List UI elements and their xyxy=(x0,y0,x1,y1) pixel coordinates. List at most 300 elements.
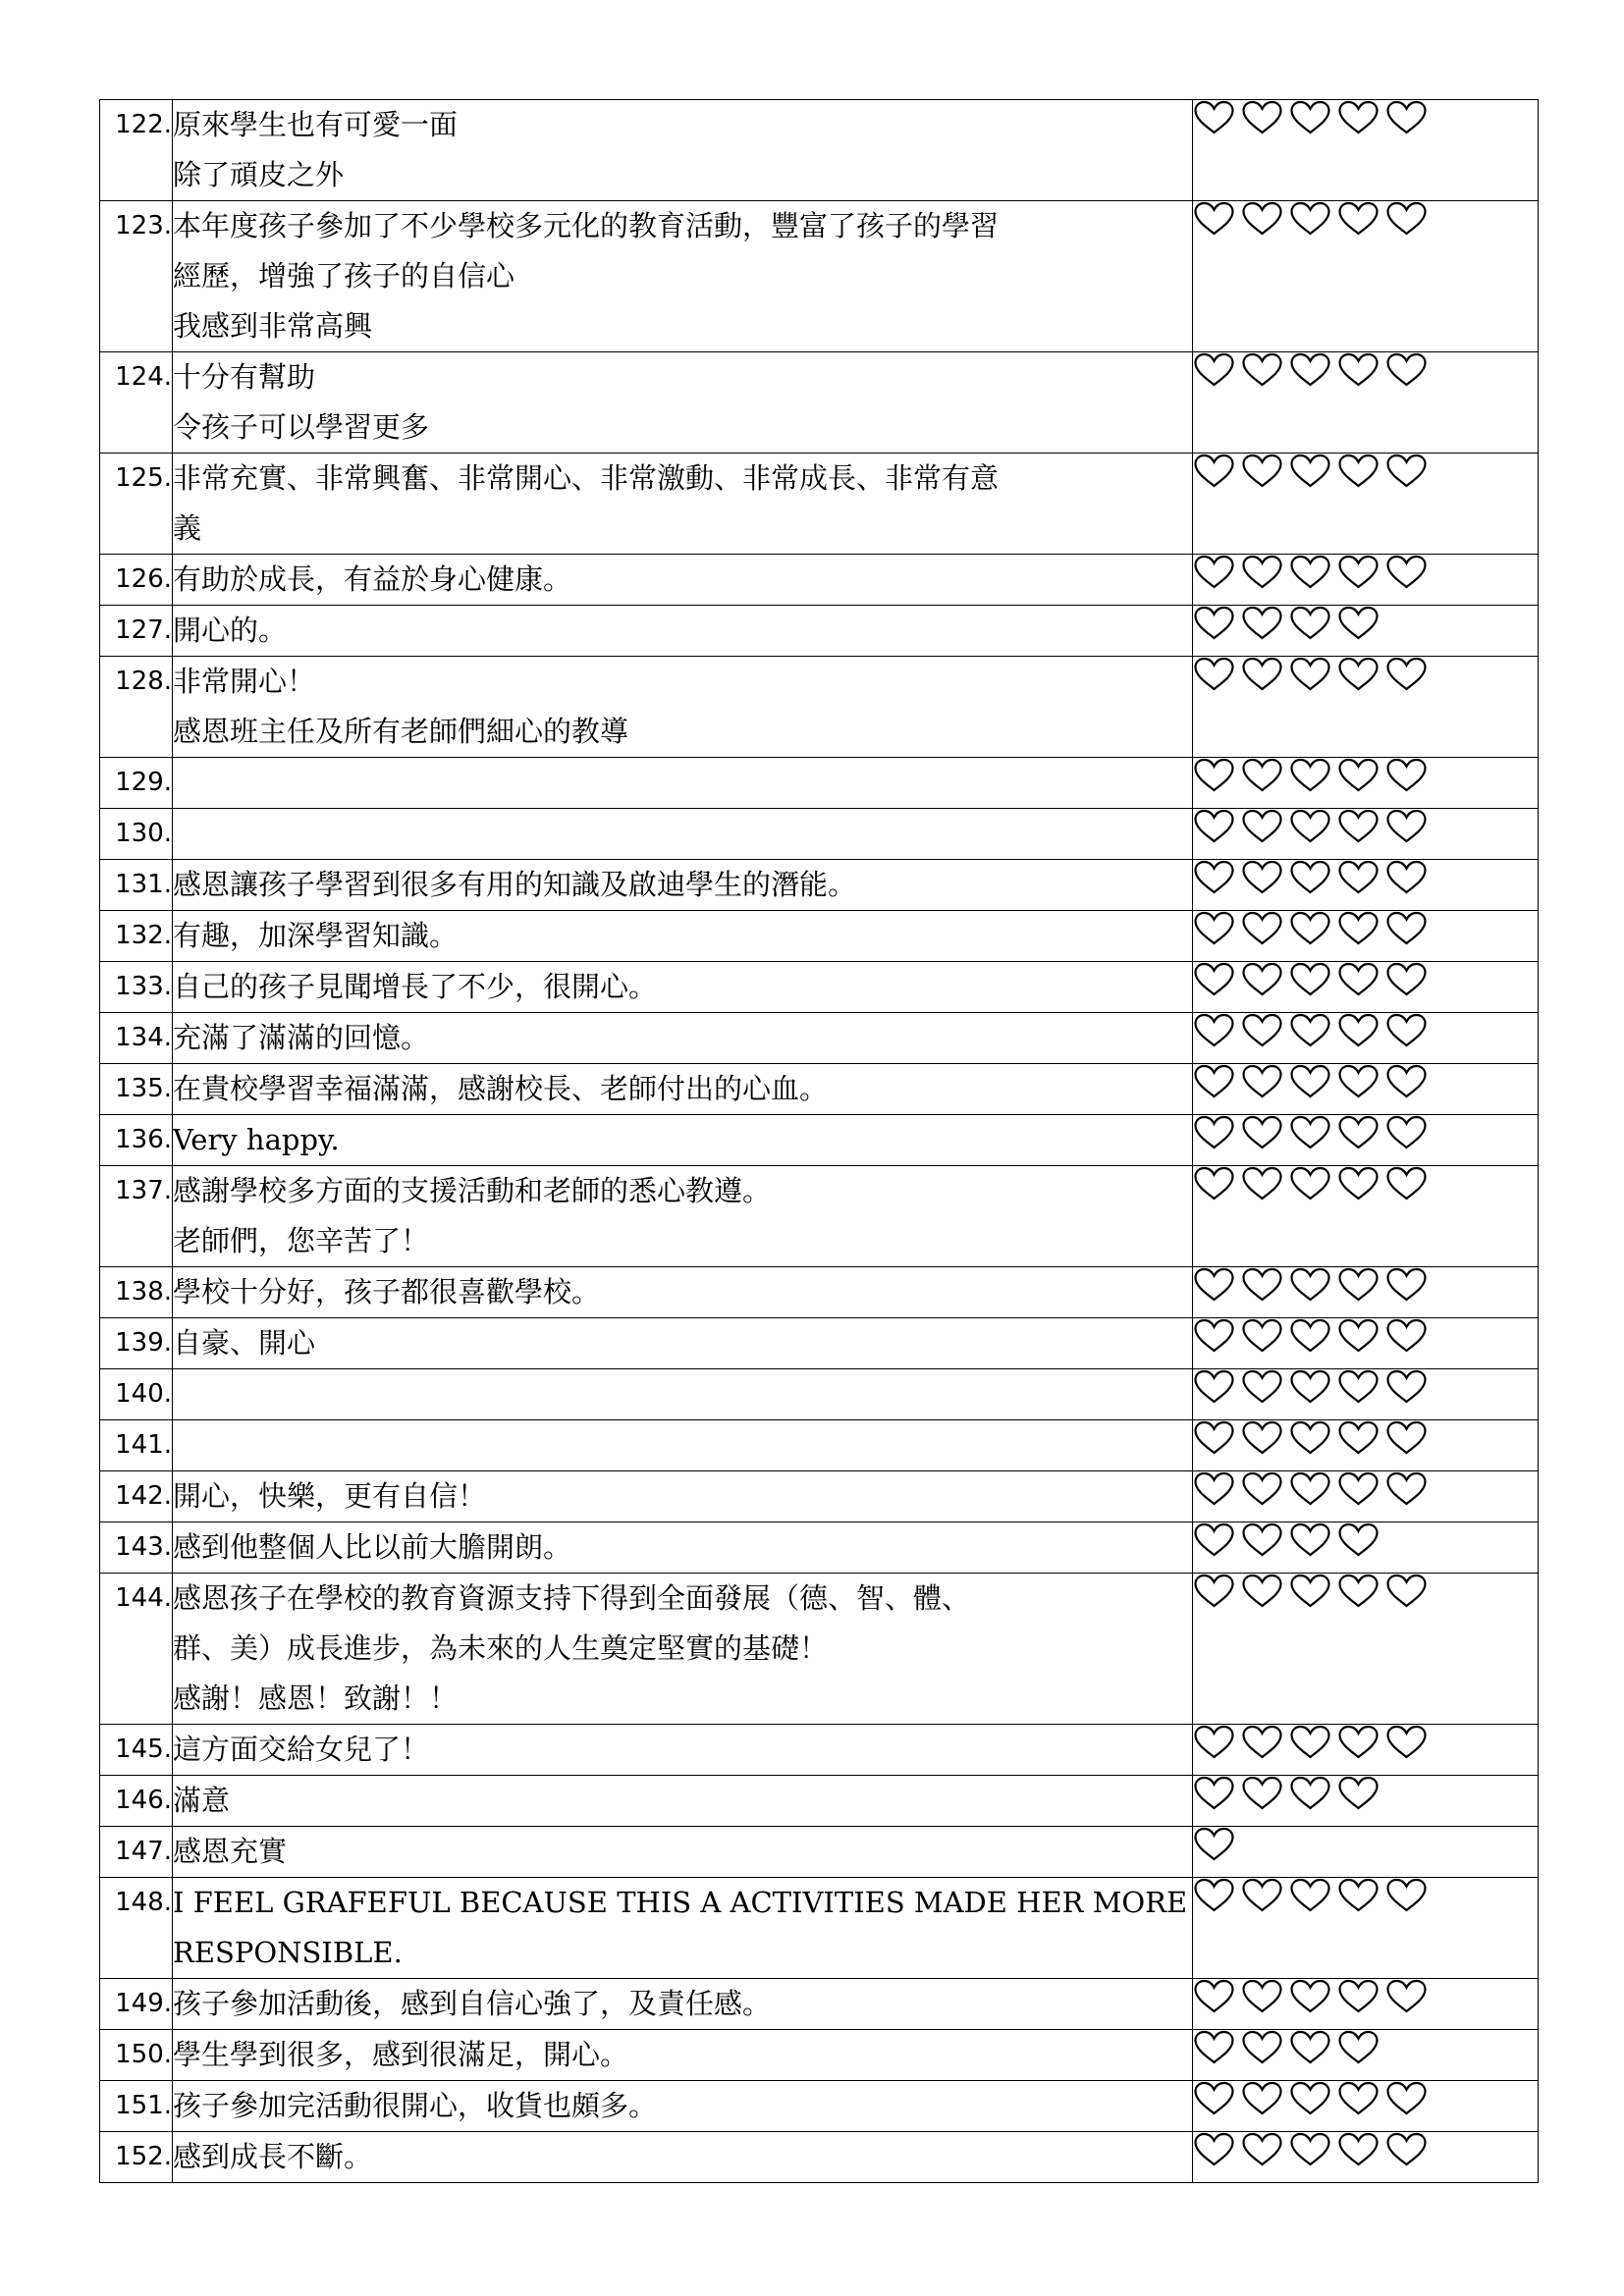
comment-cell xyxy=(173,555,1193,606)
row-number: 133. xyxy=(100,962,173,1013)
heart-icon xyxy=(1289,201,1331,237)
heart-icon xyxy=(1241,201,1283,237)
rating-cell xyxy=(1193,1979,1539,2030)
heart-icon xyxy=(1193,555,1235,590)
heart-icon xyxy=(1337,1115,1380,1150)
comment-cell xyxy=(173,860,1193,911)
heart-icon xyxy=(1337,454,1380,489)
row-number: 144. xyxy=(100,1574,173,1725)
heart-icon xyxy=(1241,1166,1283,1201)
comment-line: 自己的孩子見聞增長了不少，很開心。 xyxy=(173,970,658,1003)
heart-icon xyxy=(1241,1522,1283,1558)
row-number: 141. xyxy=(100,1420,173,1471)
heart-icon xyxy=(1337,1471,1380,1507)
comment-cell xyxy=(173,1522,1193,1574)
rating-cell xyxy=(1193,1471,1539,1522)
rating-cell xyxy=(1193,809,1539,860)
heart-icon xyxy=(1289,2132,1331,2167)
heart-icon xyxy=(1289,809,1331,844)
row-number: 139. xyxy=(100,1318,173,1369)
rating-cell xyxy=(1193,2030,1539,2081)
comment-line: 開心的。 xyxy=(173,614,288,647)
comment-cell xyxy=(173,1013,1193,1064)
comment-line: 原來學生也有可愛一面 xyxy=(173,108,459,141)
heart-icon xyxy=(1289,606,1331,641)
row-number: 150. xyxy=(100,2030,173,2081)
heart-icon xyxy=(1337,2132,1380,2167)
comment-line: 經歷，增強了孩子的自信心 xyxy=(173,259,515,293)
comment-line: 學校十分好，孩子都很喜歡學校。 xyxy=(173,1275,601,1308)
heart-icon xyxy=(1289,352,1331,388)
comment-cell xyxy=(173,657,1193,758)
rating-cell xyxy=(1193,555,1539,606)
heart-icon xyxy=(1385,758,1428,793)
comment-line: 非常開心！ xyxy=(173,665,316,698)
heart-icon xyxy=(1385,1369,1428,1405)
rating-cell xyxy=(1193,352,1539,454)
rating-cell xyxy=(1193,1574,1539,1725)
rating-cell xyxy=(1193,1420,1539,1471)
rating-cell xyxy=(1193,1064,1539,1115)
comment-cell xyxy=(173,1166,1193,1267)
heart-icon xyxy=(1289,1574,1331,1609)
comment-line: 有助於成長，有益於身心健康。 xyxy=(173,562,572,596)
comment-cell xyxy=(173,1369,1193,1420)
table-row xyxy=(100,1166,1539,1267)
heart-icon xyxy=(1337,201,1380,237)
heart-icon xyxy=(1385,454,1428,489)
rating-cell xyxy=(1193,1166,1539,1267)
heart-icon xyxy=(1193,657,1235,692)
rating-cell xyxy=(1193,1522,1539,1574)
heart-icon xyxy=(1241,1776,1283,1811)
comment-cell xyxy=(173,1471,1193,1522)
rating-cell xyxy=(1193,1267,1539,1318)
table-row xyxy=(100,2030,1539,2081)
table-row xyxy=(100,201,1539,352)
comment-line: 感謝！感恩！致謝！！ xyxy=(173,1682,459,1715)
comment-line: 感到成長不斷。 xyxy=(173,2140,373,2173)
heart-rating xyxy=(1193,1979,1538,2014)
heart-icon xyxy=(1385,1166,1428,1201)
row-number: 135. xyxy=(100,1064,173,1115)
rating-cell xyxy=(1193,758,1539,809)
heart-icon xyxy=(1385,1574,1428,1609)
table-row xyxy=(100,758,1539,809)
table-row xyxy=(100,962,1539,1013)
heart-icon xyxy=(1385,1979,1428,2014)
table-row xyxy=(100,809,1539,860)
heart-rating xyxy=(1193,1064,1538,1099)
heart-icon xyxy=(1241,606,1283,641)
heart-icon xyxy=(1289,1725,1331,1760)
heart-icon xyxy=(1289,454,1331,489)
heart-icon xyxy=(1385,962,1428,997)
comment-line: 感到他整個人比以前大膽開朗。 xyxy=(173,1530,572,1564)
heart-icon xyxy=(1193,1776,1235,1811)
row-number: 124. xyxy=(100,352,173,454)
heart-icon xyxy=(1193,809,1235,844)
table-row xyxy=(100,100,1539,201)
rating-cell xyxy=(1193,962,1539,1013)
comment-line: 老師們，您辛苦了！ xyxy=(173,1224,430,1257)
heart-rating xyxy=(1193,606,1538,641)
heart-icon xyxy=(1193,1471,1235,1507)
comment-line: 孩子參加活動後，感到自信心強了，及責任感。 xyxy=(173,1987,772,2020)
heart-icon xyxy=(1337,1725,1380,1760)
row-number: 149. xyxy=(100,1979,173,2030)
heart-icon xyxy=(1289,1064,1331,1099)
heart-icon xyxy=(1289,1369,1331,1405)
heart-icon xyxy=(1289,1776,1331,1811)
heart-icon xyxy=(1241,352,1283,388)
table-row xyxy=(100,1574,1539,1725)
row-number: 126. xyxy=(100,555,173,606)
table-row xyxy=(100,2081,1539,2132)
comment-cell xyxy=(173,100,1193,201)
heart-rating xyxy=(1193,1318,1538,1354)
table-row xyxy=(100,1420,1539,1471)
table-row xyxy=(100,1013,1539,1064)
row-number: 140. xyxy=(100,1369,173,1420)
heart-icon xyxy=(1193,911,1235,946)
comment-line: 開心，快樂，更有自信！ xyxy=(173,1479,487,1513)
rating-cell xyxy=(1193,1013,1539,1064)
comment-line: 令孩子可以學習更多 xyxy=(173,410,430,444)
heart-icon xyxy=(1385,1013,1428,1048)
heart-icon xyxy=(1241,100,1283,135)
row-number: 143. xyxy=(100,1522,173,1574)
heart-icon xyxy=(1337,1420,1380,1456)
table-row xyxy=(100,1827,1539,1878)
heart-icon xyxy=(1289,657,1331,692)
comment-line: 十分有幫助 xyxy=(173,360,316,394)
heart-rating xyxy=(1193,1471,1538,1507)
comment-line: 感恩讓孩子學習到很多有用的知識及啟迪學生的潛能。 xyxy=(173,868,857,901)
heart-rating xyxy=(1193,1725,1538,1760)
heart-rating xyxy=(1193,1574,1538,1609)
heart-icon xyxy=(1289,1166,1331,1201)
heart-icon xyxy=(1337,1267,1380,1303)
table-row xyxy=(100,1318,1539,1369)
feedback-table xyxy=(99,99,1539,2183)
comment-line: I FEEL GRAFEFUL BECAUSE THIS A ACTIVITIES MADE HER MORE xyxy=(173,1886,1188,1919)
heart-icon xyxy=(1289,1318,1331,1354)
heart-icon xyxy=(1193,1827,1235,1862)
rating-cell xyxy=(1193,606,1539,657)
heart-icon xyxy=(1337,962,1380,997)
heart-icon xyxy=(1289,911,1331,946)
heart-icon xyxy=(1385,657,1428,692)
heart-rating xyxy=(1193,201,1538,237)
table-row xyxy=(100,2132,1539,2183)
heart-icon xyxy=(1241,1420,1283,1456)
rating-cell xyxy=(1193,1776,1539,1827)
heart-icon xyxy=(1241,1878,1283,1913)
heart-icon xyxy=(1337,758,1380,793)
heart-icon xyxy=(1193,1267,1235,1303)
comment-cell xyxy=(173,352,1193,454)
heart-icon xyxy=(1241,1725,1283,1760)
heart-rating xyxy=(1193,1115,1538,1150)
heart-icon xyxy=(1241,911,1283,946)
comment-cell xyxy=(173,758,1193,809)
heart-icon xyxy=(1289,1471,1331,1507)
comment-line: 充滿了滿滿的回憶。 xyxy=(173,1021,430,1054)
heart-icon xyxy=(1241,1318,1283,1354)
comment-line: 我感到非常高興 xyxy=(173,309,373,343)
table-row xyxy=(100,454,1539,555)
comment-cell xyxy=(173,2132,1193,2183)
row-number: 131. xyxy=(100,860,173,911)
comment-cell xyxy=(173,2081,1193,2132)
heart-icon xyxy=(1193,1318,1235,1354)
heart-rating xyxy=(1193,1369,1538,1405)
row-number: 129. xyxy=(100,758,173,809)
heart-icon xyxy=(1241,454,1283,489)
heart-icon xyxy=(1289,2030,1331,2065)
heart-rating xyxy=(1193,100,1538,135)
comment-cell xyxy=(173,2030,1193,2081)
heart-icon xyxy=(1385,100,1428,135)
heart-icon xyxy=(1289,1878,1331,1913)
comment-cell xyxy=(173,1776,1193,1827)
table-row xyxy=(100,1776,1539,1827)
table-row xyxy=(100,1064,1539,1115)
table-row xyxy=(100,657,1539,758)
comment-line: 群、美）成長進步，為未來的人生奠定堅實的基礎！ xyxy=(173,1631,829,1665)
row-number: 122. xyxy=(100,100,173,201)
heart-rating xyxy=(1193,1878,1538,1913)
heart-icon xyxy=(1289,1013,1331,1048)
heart-icon xyxy=(1385,1878,1428,1913)
row-number: 130. xyxy=(100,809,173,860)
row-number: 138. xyxy=(100,1267,173,1318)
heart-icon xyxy=(1193,2132,1235,2167)
table-row xyxy=(100,860,1539,911)
heart-icon xyxy=(1289,100,1331,135)
row-number: 152. xyxy=(100,2132,173,2183)
comment-cell xyxy=(173,1878,1193,1979)
feedback-table-body xyxy=(100,100,1539,2183)
heart-icon xyxy=(1337,1064,1380,1099)
heart-rating xyxy=(1193,1166,1538,1201)
heart-rating xyxy=(1193,657,1538,692)
heart-icon xyxy=(1337,352,1380,388)
heart-icon xyxy=(1337,100,1380,135)
rating-cell xyxy=(1193,1878,1539,1979)
heart-icon xyxy=(1193,606,1235,641)
comment-cell xyxy=(173,454,1193,555)
heart-icon xyxy=(1193,1574,1235,1609)
heart-icon xyxy=(1193,1064,1235,1099)
heart-icon xyxy=(1241,962,1283,997)
row-number: 134. xyxy=(100,1013,173,1064)
row-number: 136. xyxy=(100,1115,173,1166)
comment-cell xyxy=(173,1420,1193,1471)
heart-rating xyxy=(1193,1776,1538,1811)
table-row xyxy=(100,1725,1539,1776)
comment-line xyxy=(173,1420,1192,1470)
heart-rating xyxy=(1193,1420,1538,1456)
comment-cell xyxy=(173,201,1193,352)
heart-icon xyxy=(1241,2030,1283,2065)
heart-icon xyxy=(1385,1115,1428,1150)
heart-icon xyxy=(1241,860,1283,895)
heart-icon xyxy=(1193,454,1235,489)
heart-icon xyxy=(1193,100,1235,135)
row-number: 132. xyxy=(100,911,173,962)
comment-line xyxy=(173,1369,1192,1419)
heart-icon xyxy=(1193,1369,1235,1405)
heart-rating xyxy=(1193,911,1538,946)
heart-icon xyxy=(1337,1369,1380,1405)
heart-icon xyxy=(1385,911,1428,946)
table-row xyxy=(100,1369,1539,1420)
comment-cell xyxy=(173,809,1193,860)
rating-cell xyxy=(1193,2081,1539,2132)
row-number: 142. xyxy=(100,1471,173,1522)
heart-icon xyxy=(1385,1471,1428,1507)
heart-icon xyxy=(1337,657,1380,692)
heart-icon xyxy=(1385,1420,1428,1456)
heart-icon xyxy=(1289,1420,1331,1456)
rating-cell xyxy=(1193,2132,1539,2183)
heart-icon xyxy=(1337,1522,1380,1558)
heart-icon xyxy=(1193,962,1235,997)
heart-icon xyxy=(1385,1318,1428,1354)
table-row xyxy=(100,555,1539,606)
heart-icon xyxy=(1241,1574,1283,1609)
heart-icon xyxy=(1385,555,1428,590)
rating-cell xyxy=(1193,201,1539,352)
heart-icon xyxy=(1193,1420,1235,1456)
heart-icon xyxy=(1241,1267,1283,1303)
comment-cell xyxy=(173,911,1193,962)
rating-cell xyxy=(1193,1115,1539,1166)
heart-icon xyxy=(1337,911,1380,946)
comment-line: 孩子參加完活動很開心，收貨也頗多。 xyxy=(173,2089,658,2122)
heart-rating xyxy=(1193,555,1538,590)
heart-icon xyxy=(1385,201,1428,237)
heart-icon xyxy=(1241,1013,1283,1048)
heart-icon xyxy=(1337,809,1380,844)
comment-cell xyxy=(173,606,1193,657)
heart-icon xyxy=(1337,606,1380,641)
heart-rating xyxy=(1193,2030,1538,2065)
row-number: 127. xyxy=(100,606,173,657)
heart-icon xyxy=(1337,860,1380,895)
heart-icon xyxy=(1385,2081,1428,2116)
heart-icon xyxy=(1241,2081,1283,2116)
heart-rating xyxy=(1193,2081,1538,2116)
table-row xyxy=(100,1878,1539,1979)
table-row xyxy=(100,1471,1539,1522)
heart-icon xyxy=(1385,1064,1428,1099)
heart-icon xyxy=(1289,962,1331,997)
heart-icon xyxy=(1337,1878,1380,1913)
heart-icon xyxy=(1337,1013,1380,1048)
comment-cell xyxy=(173,1827,1193,1878)
heart-rating xyxy=(1193,1522,1538,1558)
heart-rating xyxy=(1193,1013,1538,1048)
heart-icon xyxy=(1337,1318,1380,1354)
heart-icon xyxy=(1241,809,1283,844)
row-number: 145. xyxy=(100,1725,173,1776)
comment-line: 自豪、開心 xyxy=(173,1326,316,1360)
heart-icon xyxy=(1385,1725,1428,1760)
row-number: 125. xyxy=(100,454,173,555)
comment-line: 義 xyxy=(173,511,202,545)
heart-icon xyxy=(1385,2132,1428,2167)
comment-line: Very happy. xyxy=(173,1123,340,1156)
comment-line: 感恩充實 xyxy=(173,1835,288,1868)
heart-icon xyxy=(1289,555,1331,590)
heart-icon xyxy=(1241,555,1283,590)
heart-icon xyxy=(1241,1369,1283,1405)
row-number: 147. xyxy=(100,1827,173,1878)
heart-icon xyxy=(1289,758,1331,793)
row-number: 148. xyxy=(100,1878,173,1979)
heart-rating xyxy=(1193,1267,1538,1303)
heart-icon xyxy=(1193,1979,1235,2014)
heart-icon xyxy=(1241,2132,1283,2167)
heart-icon xyxy=(1241,1979,1283,2014)
comment-line: 感恩孩子在學校的教育資源支持下得到全面發展（德、智、體、 xyxy=(173,1581,971,1615)
comment-cell xyxy=(173,1979,1193,2030)
heart-icon xyxy=(1193,2081,1235,2116)
heart-icon xyxy=(1193,1522,1235,1558)
heart-icon xyxy=(1241,1471,1283,1507)
heart-icon xyxy=(1193,1878,1235,1913)
comment-cell xyxy=(173,962,1193,1013)
heart-icon xyxy=(1337,1166,1380,1201)
heart-icon xyxy=(1289,1267,1331,1303)
rating-cell xyxy=(1193,454,1539,555)
heart-icon xyxy=(1289,1522,1331,1558)
heart-icon xyxy=(1193,1013,1235,1048)
heart-icon xyxy=(1385,352,1428,388)
heart-icon xyxy=(1241,1115,1283,1150)
heart-icon xyxy=(1289,1979,1331,2014)
table-row xyxy=(100,911,1539,962)
heart-icon xyxy=(1193,860,1235,895)
row-number: 151. xyxy=(100,2081,173,2132)
table-row xyxy=(100,1522,1539,1574)
comment-line: 除了頑皮之外 xyxy=(173,158,345,191)
rating-cell xyxy=(1193,1369,1539,1420)
comment-line: 滿意 xyxy=(173,1784,231,1817)
heart-icon xyxy=(1241,1064,1283,1099)
comment-line: 感謝學校多方面的支援活動和老師的悉心教遵。 xyxy=(173,1174,772,1207)
heart-icon xyxy=(1193,1115,1235,1150)
table-row xyxy=(100,1979,1539,2030)
comment-line: 有趣，加深學習知識。 xyxy=(173,919,459,952)
heart-rating xyxy=(1193,860,1538,895)
heart-icon xyxy=(1193,352,1235,388)
table-row xyxy=(100,1267,1539,1318)
comment-cell xyxy=(173,1064,1193,1115)
comment-line: 學生學到很多，感到很滿足，開心。 xyxy=(173,2038,629,2071)
heart-icon xyxy=(1337,555,1380,590)
heart-icon xyxy=(1193,1725,1235,1760)
comment-cell xyxy=(173,1115,1193,1166)
rating-cell xyxy=(1193,1725,1539,1776)
heart-rating xyxy=(1193,454,1538,489)
row-number: 123. xyxy=(100,201,173,352)
heart-icon xyxy=(1193,2030,1235,2065)
row-number: 137. xyxy=(100,1166,173,1267)
